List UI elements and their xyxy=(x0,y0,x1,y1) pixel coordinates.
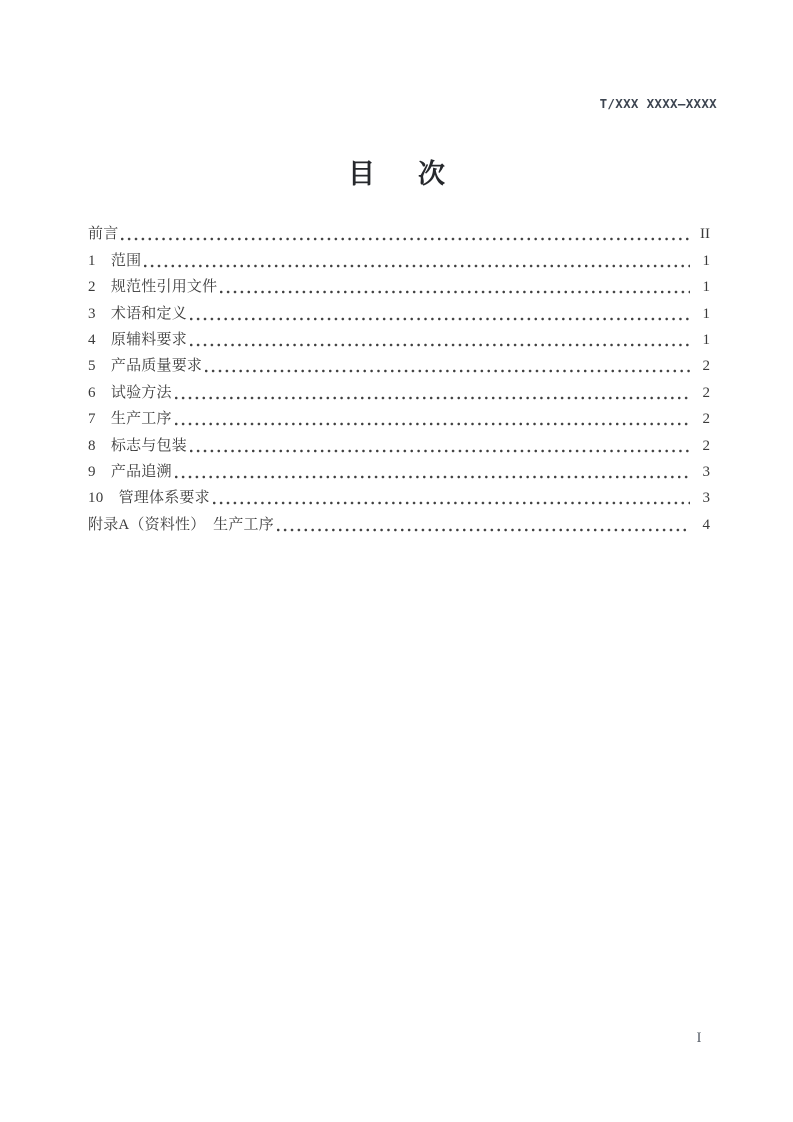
toc-entry-label: 9 产品追溯 xyxy=(88,463,172,480)
toc-entry-page: 2 xyxy=(702,437,710,454)
dot-leader xyxy=(190,317,690,321)
toc-entry-page: 3 xyxy=(702,463,710,480)
toc-entry-label: 8 标志与包装 xyxy=(88,437,187,454)
toc-entry[interactable] xyxy=(88,509,710,535)
dot-leader xyxy=(190,343,690,347)
toc-entry-page: 1 xyxy=(702,331,710,348)
toc-entry-page: II xyxy=(700,226,710,243)
toc-entry-page: 2 xyxy=(702,358,710,375)
dot-leader xyxy=(175,422,690,426)
toc-title: 目 次 xyxy=(348,159,453,189)
toc-entry[interactable] xyxy=(88,219,710,245)
toc-entry-label: 10 管理体系要求 xyxy=(88,490,210,507)
toc-entry-label: 4 原辅料要求 xyxy=(88,331,187,348)
toc-entry-label: 2 规范性引用文件 xyxy=(88,279,218,296)
page-number: I xyxy=(696,1030,702,1046)
toc-entry[interactable] xyxy=(88,377,710,403)
toc-entry-page: 1 xyxy=(702,279,710,296)
toc-entry-label: 5 产品质量要求 xyxy=(88,358,203,375)
toc-entry[interactable] xyxy=(88,351,710,377)
dot-leader xyxy=(175,396,690,400)
toc-entry-label: 前言 xyxy=(88,226,119,243)
toc-entry[interactable] xyxy=(88,430,710,456)
toc-entry-label: 6 试验方法 xyxy=(88,384,172,401)
toc-entry[interactable] xyxy=(88,298,710,324)
dot-leader xyxy=(213,501,690,505)
toc-entry-label: 1 范围 xyxy=(88,252,142,269)
dot-leader xyxy=(277,528,690,532)
standard-code: T/XXX XXXX—XXXX xyxy=(599,96,717,111)
toc-entry[interactable] xyxy=(88,325,710,351)
toc-entry-page: 3 xyxy=(702,490,710,507)
toc-entry-page: 2 xyxy=(702,411,710,428)
toc-entry-label: 7 生产工序 xyxy=(88,411,172,428)
toc-entry[interactable] xyxy=(88,272,710,298)
toc-entry[interactable] xyxy=(88,245,710,271)
dot-leader xyxy=(220,290,690,294)
toc-entry-page: 2 xyxy=(702,384,710,401)
toc-entry-label: 3 术语和定义 xyxy=(88,305,187,322)
dot-leader xyxy=(121,237,690,241)
dot-leader xyxy=(190,449,690,453)
toc-entry[interactable] xyxy=(88,404,710,430)
dot-leader xyxy=(205,369,690,373)
toc-entry[interactable] xyxy=(88,457,710,483)
toc-entry-page: 4 xyxy=(702,516,710,533)
toc-entry[interactable] xyxy=(88,483,710,509)
toc-entry-page: 1 xyxy=(702,305,710,322)
dot-leader xyxy=(175,475,690,479)
dot-leader xyxy=(144,264,690,268)
toc-list xyxy=(88,219,710,536)
toc-entry-label: 附录A（资料性） 生产工序 xyxy=(88,516,274,533)
toc-entry-page: 1 xyxy=(702,252,710,269)
